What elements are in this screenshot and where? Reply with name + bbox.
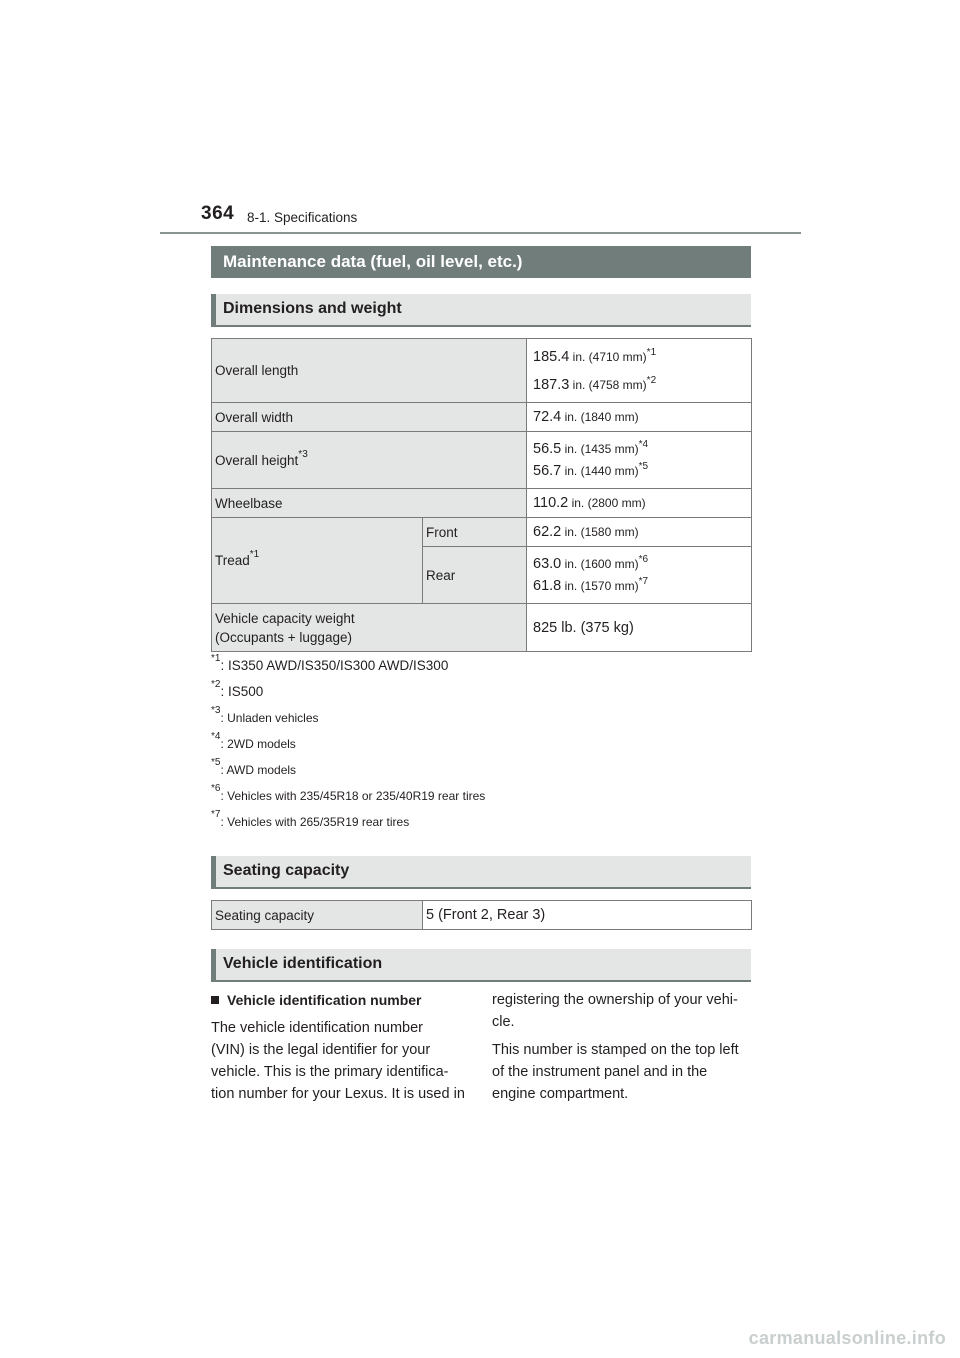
tread-rear-value: 63.0 in. (1600 mm)$^{*6}$ 61.8 in. (1570 mm)$^{*7}$ — [527, 547, 752, 604]
vehicle-identification-banner: Vehicle identification — [211, 949, 751, 982]
tread-label: Tread$^{*1}$ — [212, 518, 423, 604]
footnote: $^{*2}$: IS500 — [211, 679, 264, 699]
vin-left-column — [211, 989, 471, 1105]
page-number: 364 — [201, 203, 235, 224]
footnote: $^{*3}$: Unladen vehicles — [211, 705, 319, 725]
footnote: $^{*1}$: IS350 AWD/IS350/IS300 AWD/IS300 — [211, 653, 449, 673]
footnote: $^{*7}$: Vehicles with 265/35R19 rear tires — [211, 809, 410, 829]
overall-height-value: 56.5 in. (1435 mm)$^{*4}$ 56.7 in. (1440 mm)$^{*5}$ — [527, 432, 752, 489]
tread-front-label: Front — [423, 518, 527, 547]
seating-capacity-label: Seating capacity — [212, 901, 423, 930]
seating-capacity-value: 5 (Front 2, Rear 3) — [423, 901, 752, 930]
overall-height-label: Overall height$^{*3}$ — [212, 432, 527, 489]
overall-width-value: 72.4 in. (1840 mm) — [527, 403, 752, 432]
wheelbase-label: Wheelbase — [212, 489, 527, 518]
vin-location-paragraph: This number is stamped on the top left of the instrument panel and in the engine compartment. — [492, 1042, 739, 1102]
dimensions-table — [211, 338, 752, 652]
table-row — [212, 432, 752, 489]
square-bullet-icon — [211, 996, 219, 1004]
seating-capacity-table — [211, 900, 752, 930]
vin-right-column — [492, 989, 752, 1105]
section-reference: 8-1. Specifications — [247, 210, 358, 225]
footnote: $^{*5}$: AWD models — [211, 757, 297, 777]
table-row — [212, 518, 752, 547]
capacity-weight-label: Vehicle capacity weight (Occupants + luggage) — [212, 604, 527, 652]
vin-paragraph-continued: registering the ownership of your vehi- cle. — [492, 992, 738, 1030]
seating-capacity-banner: Seating capacity — [211, 856, 751, 889]
header-rule — [160, 232, 801, 234]
maintenance-data-banner: Maintenance data (fuel, oil level, etc.) — [211, 246, 751, 278]
table-row — [212, 339, 752, 403]
wheelbase-value: 110.2 in. (2800 mm) — [527, 489, 752, 518]
dimensions-banner: Dimensions and weight — [211, 294, 751, 327]
vin-subheading: Vehicle identification number — [211, 989, 471, 1011]
overall-length-value: 185.4 in. (4710 mm)$^{*1}$ 187.3 in. (4758 mm)$^{*2}$ — [527, 339, 752, 403]
footnote: $^{*6}$: Vehicles with 235/45R18 or 235/40R19 rear tires — [211, 783, 486, 803]
overall-width-label: Overall width — [212, 403, 527, 432]
capacity-weight-value: 825 lb. (375 kg) — [527, 604, 752, 652]
vin-paragraph: The vehicle identification number (VIN) is the legal identifier for your vehicle. This is the primary identifica- tion number for your Lexus. It is used in — [211, 1020, 465, 1102]
watermark: carmanualsonline.info — [748, 1328, 946, 1348]
overall-length-label: Overall length — [212, 339, 527, 403]
table-row — [212, 604, 752, 652]
tread-rear-label: Rear — [423, 547, 527, 604]
table-row — [212, 489, 752, 518]
tread-front-value: 62.2 in. (1580 mm) — [527, 518, 752, 547]
footnote: $^{*4}$: 2WD models — [211, 731, 296, 751]
table-row — [212, 403, 752, 432]
table-row — [212, 901, 752, 930]
